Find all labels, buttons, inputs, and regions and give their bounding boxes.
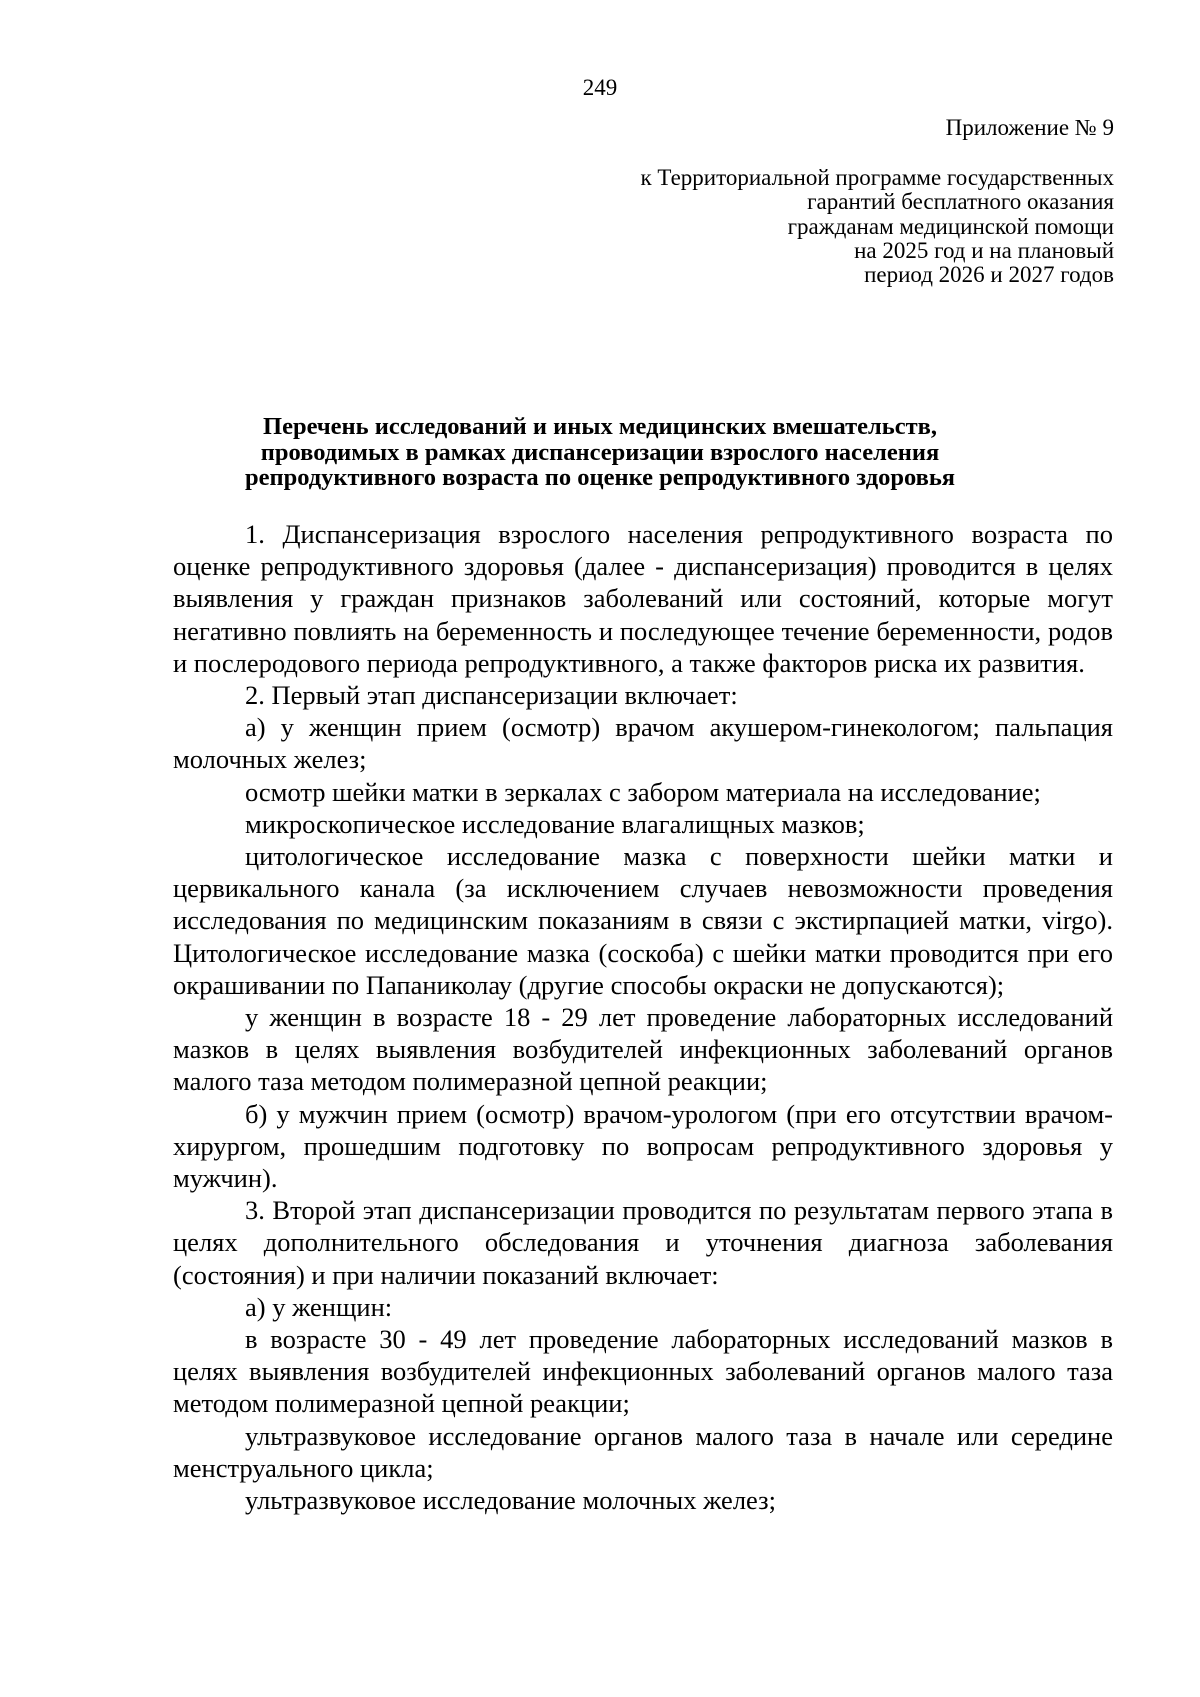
appendix-ref-line: гарантий бесплатного оказания [807, 189, 1114, 215]
paragraph: в возрасте 30 - 49 лет проведение лабораторных исследований мазков в целях выявления возбудителей инфекционных заболеваний органов малого таза методом полимеразной цепной реакции; [173, 1324, 1113, 1419]
appendix-reference [641, 166, 1115, 287]
appendix-ref-line: на 2025 год и на плановый [854, 237, 1114, 263]
paragraph: 3. Второй этап диспансеризации проводится по результатам первого этапа в целях дополнительного обследования и уточнения диагноза заболевания (состояния) и при наличии показаний включает: [173, 1195, 1113, 1290]
appendix-ref-line: к Территориальной программе государственных [640, 165, 1114, 190]
paragraph: а) у женщин: [245, 1291, 393, 1322]
appendix-label: Приложение № 9 [945, 115, 1114, 140]
paragraph: ультразвуковое исследование органов малого таза в начале или середине менструального цикла; [173, 1420, 1113, 1483]
document-body [173, 518, 1113, 1516]
page-number: 249 [582, 75, 618, 100]
paragraph: 1. Диспансеризация взрослого населения репродуктивного возраста по оценке репродуктивного здоровья (далее - диспансеризация) проводится в целях выявления у граждан признаков заболеваний или состояний, которые могут негативно повлиять на беременность и последующее течение беременности, родов и послеродового периода репродуктивного, а также факторов риска их развития. [173, 519, 1113, 678]
appendix-ref-line: гражданам медицинской помощи [787, 213, 1114, 239]
paragraph: ультразвуковое исследование молочных желез; [245, 1485, 776, 1516]
paragraph: микроскопическое исследование влагалищных мазков; [245, 808, 865, 839]
title-line: проводимых в рамках диспансеризации взрослого населения [260, 438, 940, 466]
paragraph: осмотр шейки матки в зеркалах с забором материала на исследование; [245, 776, 1041, 807]
title-line: Перечень исследований и иных медицинских вмешательств, [263, 413, 937, 440]
paragraph: цитологическое исследование мазка с поверхности шейки матки и цервикального канала (за исключением случаев невозможности проведения исследования по медицинским показаниям в связи с экстирпацией матки, virgo). Цитологическое исследование мазка (соскоба) с шейки матки проводится при его окрашивании по Папаниколау (другие способы окраски не допускаются); [173, 841, 1113, 1000]
title-line: репродуктивного возраста по оценке репродуктивного здоровья [244, 464, 956, 491]
paragraph: 2. Первый этап диспансеризации включает: [245, 680, 738, 711]
document-title [0, 414, 1200, 491]
paragraph: б) у мужчин прием (осмотр) врачом-урологом (при его отсутствии врачом-хирургом, прошедшим подготовку по вопросам репродуктивного здоровья у мужчин). [173, 1098, 1113, 1194]
paragraph: у женщин в возрасте 18 - 29 лет проведение лабораторных исследований мазков в целях выявления возбудителей инфекционных заболеваний органов малого таза методом полимеразной цепной реакции; [173, 1002, 1113, 1097]
paragraph: а) у женщин прием (осмотр) врачом акушером-гинекологом; пальпация молочных желез; [173, 712, 1113, 775]
appendix-ref-line: период 2026 и 2027 годов [864, 262, 1114, 288]
